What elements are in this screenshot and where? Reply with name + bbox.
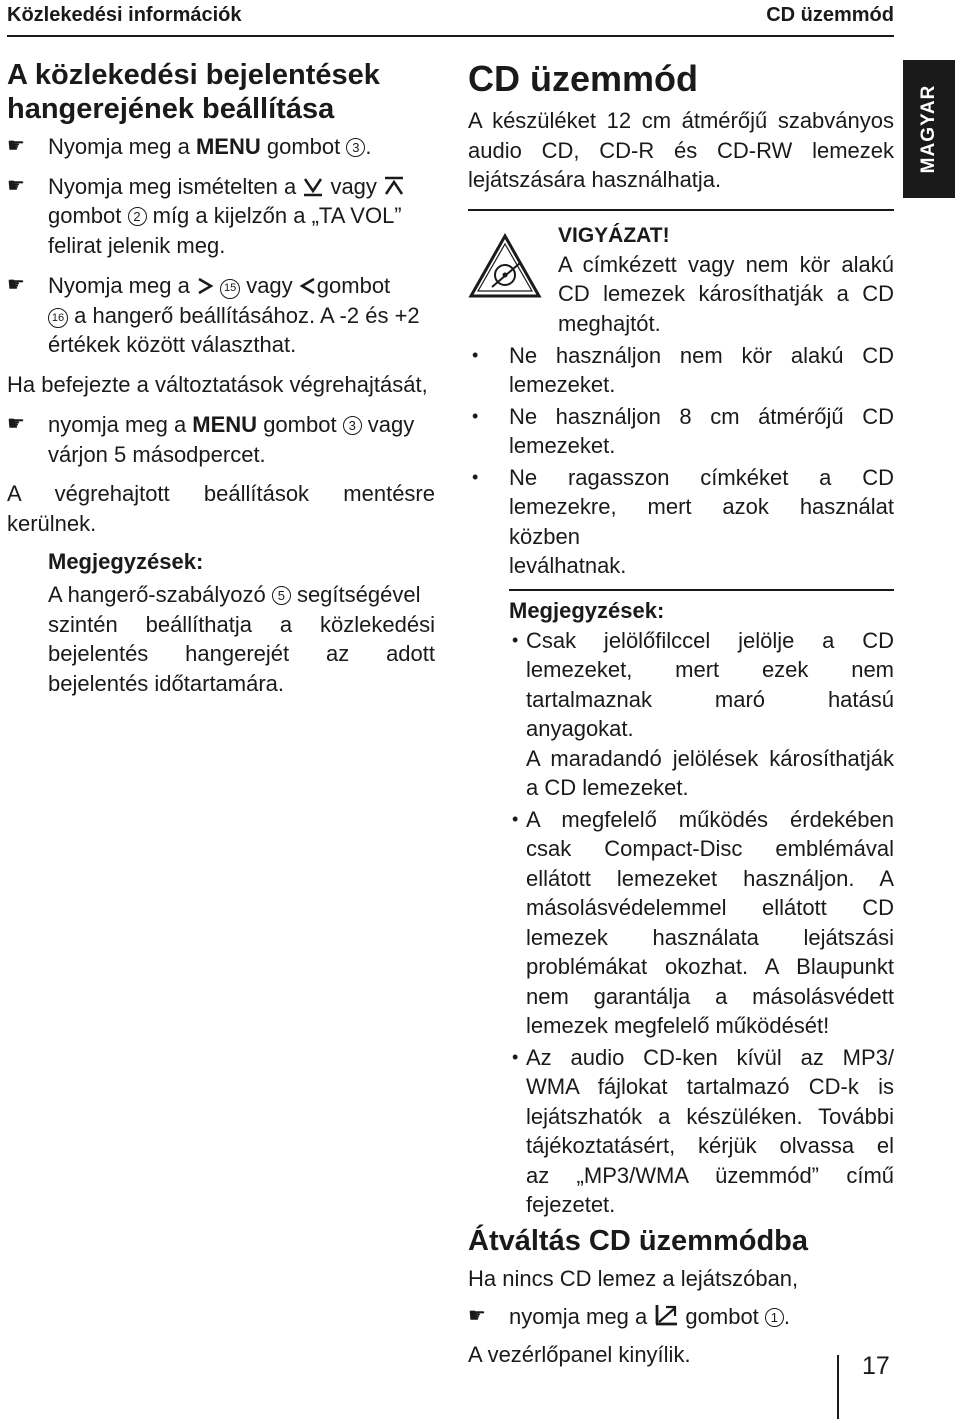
section-rule (468, 209, 894, 211)
open-panel-icon (653, 1303, 679, 1327)
text-line: lemezek megfelelő működését! (526, 1013, 830, 1038)
button-1-icon: 1 (765, 1308, 784, 1327)
button-15-icon: 15 (220, 279, 240, 299)
warning-body (558, 250, 894, 339)
arrow-down-bar-icon (302, 175, 324, 197)
warning-bullet (468, 341, 894, 400)
text-line: tartalmaznak maró hatású anyagokat. (526, 686, 894, 741)
paragraph-saved-l1: A végrehajtott beállítások mentésre (7, 481, 435, 506)
step-4-text: nyomja meg a MENU gombot 3 vagy várjon 5 másodpercet. (48, 412, 415, 467)
text-line: csak Compact-Disc emblémával (526, 836, 894, 861)
step-2 (7, 172, 435, 261)
warning-bullet-text (509, 402, 894, 461)
right-notes-heading: Megjegyzések: (509, 597, 665, 623)
text-line: fejezetet. (526, 1192, 616, 1217)
note-bullet-text (526, 805, 894, 1041)
switch-cd-p1: Ha nincs CD lemez a lejátszóban, (468, 1265, 799, 1291)
warning-line: meghajtót. (558, 310, 661, 336)
step-1 (7, 132, 435, 162)
text-line: nem garantálja a másolásvédett (526, 983, 894, 1009)
step-4 (7, 410, 435, 469)
notes-rule (509, 589, 894, 591)
note-bullet-text (526, 1043, 894, 1220)
warning-bullet-text (509, 463, 894, 581)
warning-block (468, 221, 894, 349)
pointing-hand-icon: ☛ (7, 413, 25, 435)
intro-line: lejátszására használhatja. (468, 167, 722, 192)
left-column (7, 58, 435, 698)
page-number-rule (837, 1355, 839, 1419)
notes-text: A hangerő-szabályozó 5 segítségével szintén beállíthatja a közlekedési bejelentés hangerejét az adott bejelentés időtartamára. (48, 582, 435, 696)
bullet-dot-icon: • (512, 1046, 519, 1067)
intro-line: audio CD, CD-R és CD-RW lemezek (468, 137, 894, 163)
switch-cd-step-text: nyomja meg a gombot 1 . (509, 1304, 791, 1329)
bullet-dot-icon: • (512, 629, 519, 650)
paragraph-finish: Ha befejezte a változtatások végrehajtását, (7, 371, 428, 397)
text-line: Az audio CD-ken kívül az MP3/ (526, 1044, 894, 1070)
text-line: lemezek használata lejátszási (526, 924, 894, 950)
page-number: 17 (862, 1352, 890, 1380)
warning-text (558, 221, 894, 339)
right-column (468, 58, 894, 1369)
header-left: Közlekedési információk (7, 4, 242, 26)
pointing-hand-icon: ☛ (468, 1305, 486, 1327)
text-line: A maradandó jelölések károsíthatják (526, 745, 894, 771)
warning-line: CD lemezek károsíthatják a CD (558, 281, 894, 306)
warning-bullet-text (509, 341, 894, 400)
cd-intro (468, 106, 894, 195)
note-bullet-text (526, 626, 894, 803)
step-3-text: Nyomja meg a 15 vagy gombot 16 a hangerő beállításához. A -2 és +2 értékek között választhat. (48, 273, 420, 357)
text-line: leválhatnak. (509, 553, 627, 578)
step-1-text: Nyomja meg a MENU gombot 3 . (48, 134, 372, 159)
cd-mode-title: CD üzemmód (468, 58, 699, 99)
language-tab (903, 60, 955, 198)
warning-heading: VIGYÁZAT! (558, 223, 670, 247)
warning-line: A címkézett vagy nem kör alakú (558, 251, 894, 277)
text-line: lemezeket, mert ezek nem (526, 657, 894, 682)
bullet-dot-icon: • (472, 344, 479, 365)
language-tab-label: MAGYAR (918, 84, 939, 174)
text-line: ellátott lemezeket használjon. A (526, 865, 894, 891)
note-bullet (468, 1043, 894, 1220)
header-right: CD üzemmód (766, 4, 894, 26)
button-5-icon: 5 (272, 586, 291, 605)
text-line: lejátszhatók a készüléken. További (526, 1103, 894, 1129)
text-line: a CD lemezeket. (526, 775, 689, 800)
arrow-left-icon (299, 276, 317, 296)
text-line: az „MP3/WMA üzemmód” című (526, 1162, 894, 1188)
text-line: tájékoztatásért, kérjük olvassa el (526, 1133, 894, 1158)
warning-bullets (468, 341, 894, 581)
step-2-text: Nyomja meg ismételten a vagy gombot 2 míg a kijelzőn a „TA VOL” felirat jelenik meg. (48, 172, 435, 261)
pointing-hand-icon: ☛ (7, 174, 25, 197)
intro-line: A készüléket 12 cm átmérőjű szabványos (468, 108, 894, 133)
text-line: lemezeket. (509, 433, 616, 458)
text-line: lemezeket. (509, 372, 616, 397)
left-title-line1: A közlekedési bejelentések (7, 59, 380, 91)
bullet-dot-icon: • (472, 466, 479, 487)
arrow-up-bar-icon (383, 175, 405, 197)
text-line: WMA fájlokat tartalmazó CD-k is (526, 1074, 894, 1099)
left-section-title (7, 58, 435, 126)
switch-cd-step (468, 1302, 894, 1332)
paragraph-saved-l2: kerülnek. (7, 510, 97, 536)
warning-triangle-cd-icon (468, 233, 542, 299)
arrow-right-icon (196, 276, 214, 296)
note-bullet (468, 805, 894, 1041)
pointing-hand-icon: ☛ (7, 274, 25, 296)
bullet-dot-icon: • (472, 405, 479, 426)
text-line: Ne használjon nem kör alakú CD (509, 342, 894, 368)
warning-bullet (468, 463, 894, 581)
button-3-icon: 3 (346, 138, 365, 157)
notes-heading: Megjegyzések: (48, 549, 204, 574)
button-3-icon: 3 (343, 416, 362, 435)
right-notes (468, 626, 894, 1220)
switch-cd-p2: A vezérlőpanel kinyílik. (468, 1341, 691, 1367)
button-2-icon: 2 (128, 207, 147, 226)
text-line: lemezekre, mert azok használat közben (509, 494, 894, 549)
text-line: problémákat okozhat. A Blaupunkt (526, 954, 894, 979)
pointing-hand-icon: ☛ (7, 135, 25, 157)
text-line: A megfelelő működés érdekében (526, 806, 894, 832)
text-line: Ne használjon 8 cm átmérőjű CD (509, 403, 894, 429)
header-rule (7, 35, 894, 37)
text-line: másolásvédelemmel ellátott CD (526, 895, 894, 920)
left-title-line2: hangerejének beállítása (7, 93, 335, 125)
button-16-icon: 16 (48, 308, 68, 328)
left-notes (7, 547, 435, 698)
switch-cd-title: Átváltás CD üzemmódba (468, 1224, 809, 1257)
text-line: Ne ragasszon címkéket a CD (509, 464, 894, 490)
warning-bullet (468, 402, 894, 461)
note-bullet (468, 626, 894, 803)
text-line: Csak jelölőfilccel jelölje a CD (526, 627, 894, 653)
bullet-dot-icon: • (512, 808, 519, 829)
step-3 (7, 271, 435, 360)
